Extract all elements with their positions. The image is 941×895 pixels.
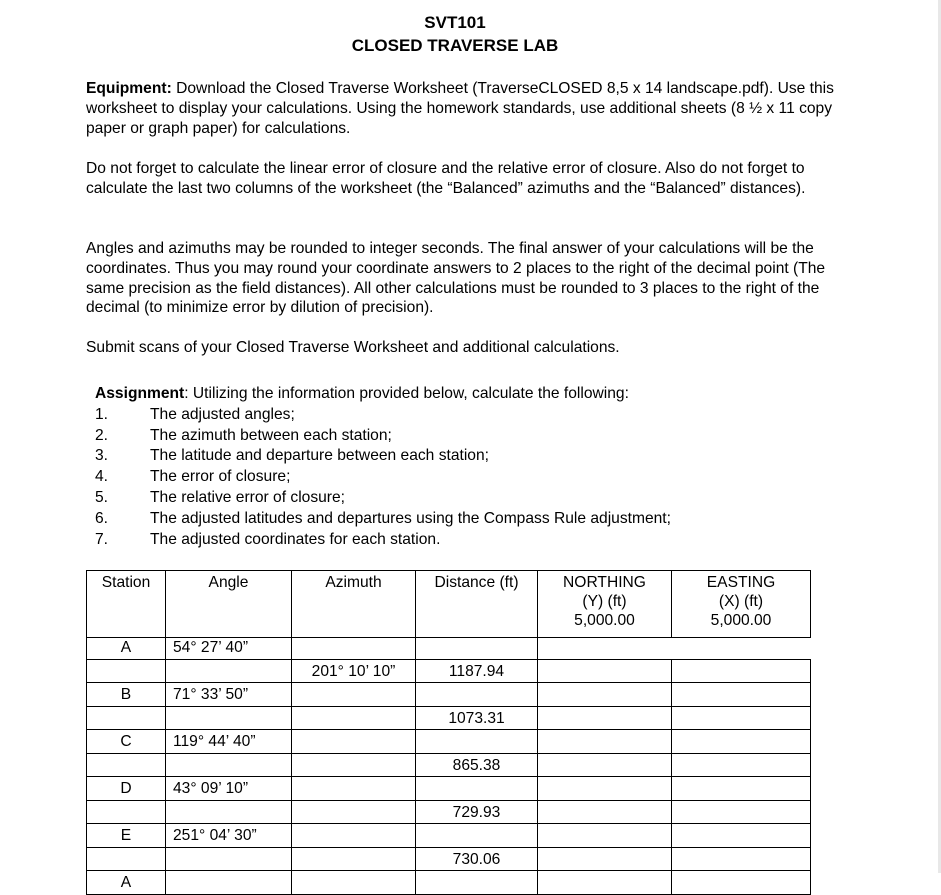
station-cell: C <box>87 730 166 754</box>
empty-cell <box>672 706 811 730</box>
header-easting-line2: (X) (ft) <box>718 593 764 610</box>
empty-cell <box>87 706 166 730</box>
empty-cell <box>416 777 538 801</box>
task-item <box>95 467 815 488</box>
empty-cell <box>416 824 538 848</box>
empty-cell <box>292 871 416 895</box>
table-row-station <box>87 638 811 660</box>
empty-cell <box>292 777 416 801</box>
empty-cell <box>416 730 538 754</box>
empty-cell <box>166 800 292 824</box>
empty-cell <box>416 683 538 707</box>
empty-cell <box>538 871 672 895</box>
empty-cell <box>538 706 672 730</box>
table-row-leg <box>87 706 811 730</box>
empty-cell <box>672 730 811 754</box>
empty-cell <box>672 777 811 801</box>
lab-title: CLOSED TRAVERSE LAB <box>351 36 559 55</box>
table-row-station <box>87 871 811 895</box>
empty-cell <box>538 753 672 777</box>
table-row-station <box>87 730 811 754</box>
empty-cell <box>538 777 672 801</box>
azimuth-cell: 201° 10’ 10” <box>292 659 416 683</box>
azimuth-cell <box>292 753 416 777</box>
header-northing <box>538 571 672 638</box>
angle-cell: 43° 09’ 10” <box>166 777 292 801</box>
start-easting-value: 5,000.00 <box>710 612 772 629</box>
task-item <box>95 405 815 426</box>
empty-cell <box>538 659 672 683</box>
distance-cell: 730.06 <box>416 847 538 871</box>
course-code: SVT101 <box>424 13 486 32</box>
angle-cell <box>166 871 292 895</box>
angle-cell: 251° 04’ 30” <box>166 824 292 848</box>
azimuth-cell <box>292 800 416 824</box>
task-text: The relative error of closure; <box>150 488 345 506</box>
empty-cell <box>538 824 672 848</box>
empty-cell <box>672 847 811 871</box>
task-number: 3. <box>95 447 109 465</box>
task-text: The adjusted angles; <box>150 405 295 423</box>
assignment-label: Assignment <box>95 385 185 402</box>
table-row-station <box>87 777 811 801</box>
azimuth-cell <box>292 847 416 871</box>
task-number: 5. <box>95 488 109 506</box>
empty-cell <box>538 683 672 707</box>
angle-cell: 54° 27’ 40” <box>166 638 292 660</box>
distance-cell: 865.38 <box>416 753 538 777</box>
equipment-paragraph <box>86 79 846 138</box>
task-text: The azimuth between each station; <box>150 426 392 444</box>
empty-cell <box>538 800 672 824</box>
empty-cell <box>87 753 166 777</box>
distance-cell: 1073.31 <box>416 706 538 730</box>
empty-cell <box>538 847 672 871</box>
header-angle: Angle <box>166 571 292 638</box>
task-item <box>95 488 815 509</box>
table-row-leg <box>87 659 811 683</box>
empty-cell <box>672 800 811 824</box>
empty-cell <box>166 753 292 777</box>
header-northing-line1: NORTHING <box>563 574 646 591</box>
empty-cell <box>166 659 292 683</box>
task-number: 2. <box>95 426 109 444</box>
task-item <box>95 530 815 551</box>
table-row-leg <box>87 753 811 777</box>
header-station: Station <box>87 571 166 638</box>
equipment-text: Download the Closed Traverse Worksheet (TraverseCLOSED 8,5 x 14 landscape.pdf). Use this worksheet to display your calculations. Using the homework standards, use additional sheets (8 ½ x 11 copy paper or graph paper) for calculations. <box>86 80 834 137</box>
task-text: The latitude and departure between each station; <box>150 447 489 465</box>
task-item <box>95 426 815 447</box>
assignment-section <box>95 384 815 550</box>
task-number: 6. <box>95 509 109 527</box>
empty-cell <box>292 638 416 660</box>
azimuth-cell <box>292 706 416 730</box>
station-cell: B <box>87 683 166 707</box>
empty-cell <box>87 800 166 824</box>
empty-cell <box>166 847 292 871</box>
equipment-label: Equipment: <box>86 80 172 97</box>
assignment-intro: : Utilizing the information provided below, calculate the following: <box>184 385 629 402</box>
angle-cell: 119° 44’ 40” <box>166 730 292 754</box>
empty-cell <box>166 706 292 730</box>
table-row-leg <box>87 847 811 871</box>
empty-cell <box>538 730 672 754</box>
station-cell: D <box>87 777 166 801</box>
table-header-row <box>87 571 811 638</box>
angle-cell: 71° 33’ 50” <box>166 683 292 707</box>
task-number: 1. <box>95 405 109 423</box>
header-easting-line1: EASTING <box>706 574 776 591</box>
empty-cell <box>87 659 166 683</box>
header-northing-line2: (Y) (ft) <box>582 593 627 610</box>
empty-cell <box>416 638 538 660</box>
rounding-paragraph: Angles and azimuths may be rounded to integer seconds. The final answer of your calculations will be the coordinates. Thus you may round your coordinate answers to 2 places to the right of the decimal point (The same precision as the field distances). All other calculations must be rounded to 3 places to the right of the decimal (to minimize error by dilution of precision). <box>86 240 826 317</box>
empty-cell <box>292 730 416 754</box>
header-easting <box>672 571 811 638</box>
task-number: 7. <box>95 530 109 548</box>
table-row-station <box>87 824 811 848</box>
table-row-station <box>87 683 811 707</box>
empty-cell <box>672 824 811 848</box>
empty-cell <box>416 871 538 895</box>
task-item <box>95 446 815 467</box>
table-row-leg <box>87 800 811 824</box>
empty-cell <box>292 683 416 707</box>
empty-cell <box>672 659 811 683</box>
submit-paragraph: Submit scans of your Closed Traverse Worksheet and additional calculations. <box>86 339 620 356</box>
distance-cell: 1187.94 <box>416 659 538 683</box>
task-text: The adjusted latitudes and departures using the Compass Rule adjustment; <box>150 509 671 527</box>
station-cell: E <box>87 824 166 848</box>
empty-cell <box>672 683 811 707</box>
assignment-heading <box>95 384 815 405</box>
task-number: 4. <box>95 468 109 486</box>
empty-cell <box>292 824 416 848</box>
traverse-data-table <box>86 570 811 895</box>
task-text: The adjusted coordinates for each station. <box>150 530 441 548</box>
station-cell: A <box>87 638 166 660</box>
start-northing-value: 5,000.00 <box>574 612 635 629</box>
empty-cell <box>672 871 811 895</box>
header-distance: Distance (ft) <box>416 571 538 638</box>
empty-cell <box>87 847 166 871</box>
task-item <box>95 509 815 530</box>
station-cell: A <box>87 871 166 895</box>
empty-cell <box>672 753 811 777</box>
header-azimuth: Azimuth <box>292 571 416 638</box>
task-text: The error of closure; <box>150 468 291 486</box>
closure-paragraph: Do not forget to calculate the linear error of closure and the relative error of closure. Also do not forget to calculate the last two columns of the worksheet (the “Balanced” azimuths and the “Balanced” distances). <box>86 160 806 197</box>
distance-cell: 729.93 <box>416 800 538 824</box>
